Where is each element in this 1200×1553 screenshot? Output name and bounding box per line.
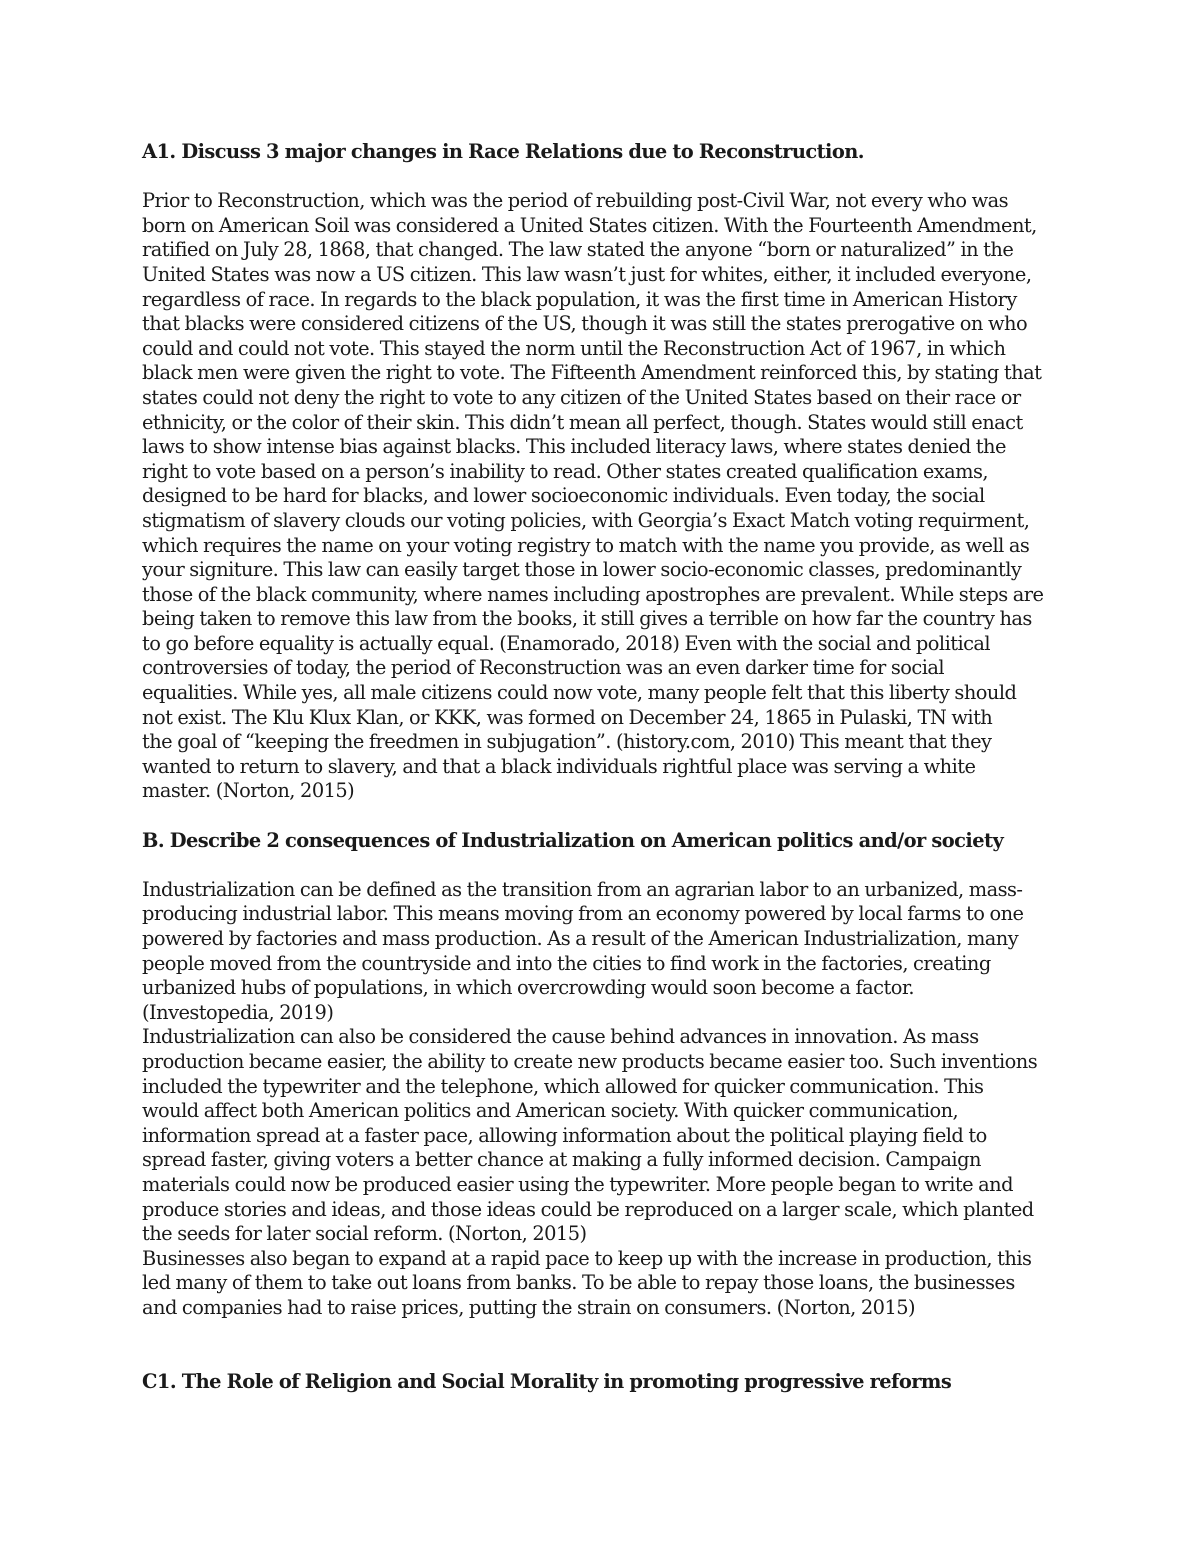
text-line: led many of them to take out loans from banks. To be able to repay those loans, the businesses xyxy=(142,1271,1015,1295)
text-line: producing industrial labor. This means moving from an economy powered by local farms to one xyxy=(142,902,1024,926)
text-line: information spread at a faster pace, allowing information about the political playing field to xyxy=(142,1123,987,1147)
section-heading-a1: A1. Discuss 3 major changes in Race Relations due to Reconstruction. xyxy=(142,140,865,163)
text-line: urbanized hubs of populations, in which overcrowding would soon become a factor. xyxy=(142,976,915,1000)
text-line: people moved from the countryside and into the cities to find work in the factories, creating xyxy=(142,951,991,975)
text-line: ratified on July 28, 1868, that changed. The law stated the anyone “born or naturalized” in the xyxy=(142,238,1014,262)
text-line: Prior to Reconstruction, which was the period of rebuilding post-Civil War, not every who was xyxy=(142,189,1009,213)
section-heading-c1: C1. The Role of Religion and Social Morality in promoting progressive reforms xyxy=(142,1369,952,1393)
text-line: powered by factories and mass production. As a result of the American Industrialization, many xyxy=(142,927,1019,950)
text-line: materials could now be produced easier using the typewriter. More people began to write and xyxy=(142,1172,1013,1196)
text-line: wanted to return to slavery, and that a black individuals rightful place was serving a white xyxy=(142,754,976,778)
text-line: Industrialization can be defined as the transition from an agrarian labor to an urbanized, mass- xyxy=(142,877,1023,901)
text-line: black men were given the right to vote. The Fifteenth Amendment reinforced this, by stating that xyxy=(142,361,1042,385)
text-line: your signiture. This law can easily target those in lower socio-economic classes, predominantly xyxy=(142,558,1022,582)
text-line: Businesses also began to expand at a rapid pace to keep up with the increase in production, this xyxy=(142,1246,1032,1270)
section-b-paragraph-1 xyxy=(142,878,1062,1026)
text-line: stigmatism of slavery clouds our voting policies, with Georgia’s Exact Match voting requirment, xyxy=(142,508,1030,532)
text-line: master. (Norton, 2015) xyxy=(142,779,355,803)
text-line: could and could not vote. This stayed the norm until the Reconstruction Act of 1967, in which xyxy=(142,336,1006,360)
section-b-paragraph-2 xyxy=(142,1025,1062,1246)
text-line: produce stories and ideas, and those ideas could be reproduced on a larger scale, which planted xyxy=(142,1197,1034,1221)
text-line: spread faster, giving voters a better chance at making a fully informed decision. Campaign xyxy=(142,1148,981,1172)
text-line: not exist. The Klu Klux Klan, or KKK, was formed on December 24, 1865 in Pulaski, TN with xyxy=(142,705,993,729)
text-line: the seeds for later social reform. (Norton, 2015) xyxy=(142,1222,587,1246)
section-b-paragraph-3 xyxy=(142,1247,1062,1321)
text-line: laws to show intense bias against blacks. This included literacy laws, where states denied the xyxy=(142,435,1006,459)
text-line: to go before equality is actually equal. (Enamorado, 2018) Even with the social and political xyxy=(142,631,991,655)
section-a1-paragraph xyxy=(142,189,1062,804)
text-line: and companies had to raise prices, putting the strain on consumers. (Norton, 2015) xyxy=(142,1295,916,1319)
text-line: that blacks were considered citizens of the US, though it was still the states prerogative on who xyxy=(142,312,1028,336)
section-heading-b: B. Describe 2 consequences of Industrialization on American politics and/or society xyxy=(142,828,1004,852)
text-line: the goal of “keeping the freedmen in subjugation”. (history.com, 2010) This meant that they xyxy=(142,730,992,754)
document-body xyxy=(142,140,1062,1394)
text-line: would affect both American politics and American society. With quicker communication, xyxy=(142,1099,959,1123)
text-line: (Investopedia, 2019) xyxy=(142,1000,334,1024)
text-line: regardless of race. In regards to the black population, it was the first time in American History xyxy=(142,287,1017,311)
text-line: equalities. While yes, all male citizens could now vote, many people felt that this liberty should xyxy=(142,681,1017,705)
text-line: being taken to remove this law from the books, it still gives a terrible on how far the country has xyxy=(142,607,1032,631)
text-line: production became easier, the ability to create new products became easier too. Such inventions xyxy=(142,1049,1038,1073)
text-line: right to vote based on a person’s inability to read. Other states created qualification exams, xyxy=(142,459,988,483)
text-line: controversies of today, the period of Reconstruction was an even darker time for social xyxy=(142,656,945,680)
text-line: Industrialization can also be considered the cause behind advances in innovation. As mass xyxy=(142,1025,979,1049)
text-line: designed to be hard for blacks, and lower socioeconomic individuals. Even today, the social xyxy=(142,484,985,508)
text-line: which requires the name on your voting registry to match with the name you provide, as well as xyxy=(142,533,1030,557)
text-line: United States was now a US citizen. This law wasn’t just for whites, either, it included everyone, xyxy=(142,262,1032,286)
text-line: born on American Soil was considered a United States citizen. With the Fourteenth Amendment, xyxy=(142,213,1037,237)
text-line: those of the black community, where names including apostrophes are prevalent. While steps are xyxy=(142,582,1044,606)
text-line: included the typewriter and the telephone, which allowed for quicker communication. This xyxy=(142,1074,984,1098)
text-line: ethnicity, or the color of their skin. This didn’t mean all perfect, though. States would still enact xyxy=(142,410,1023,434)
text-line: states could not deny the right to vote to any citizen of the United States based on their race or xyxy=(142,385,1021,409)
